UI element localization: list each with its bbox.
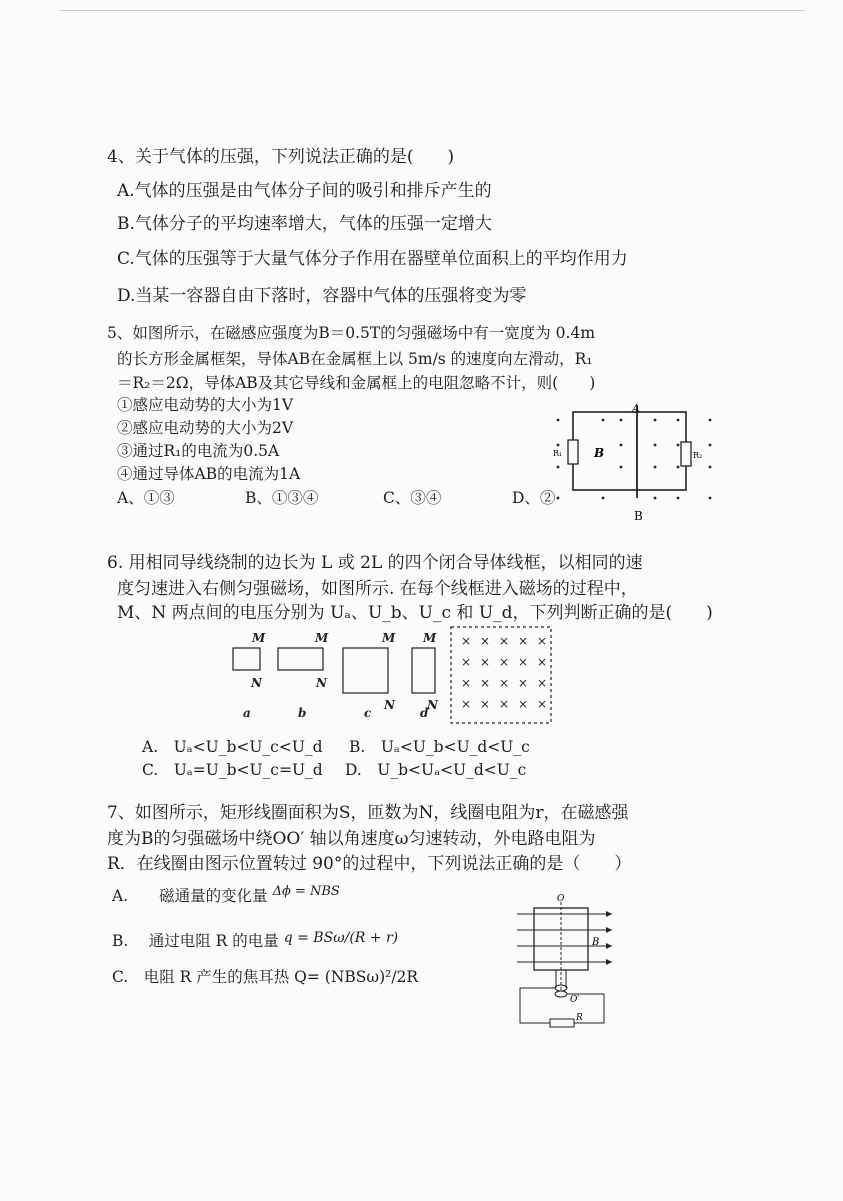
- question-5-choice-b: B、①③④: [245, 489, 319, 507]
- question-6-choice-a: A. Uₐ<U_b<U_c<U_d: [142, 738, 323, 756]
- question-7-coil-figure: [512, 892, 622, 1032]
- svg-text:×: ×: [517, 655, 529, 669]
- label-resistor-r: R: [576, 1013, 583, 1023]
- question-5-statement-2: ②感应电动势的大小为2V: [117, 419, 294, 437]
- svg-text:×: ×: [479, 676, 491, 690]
- question-7-option-c: C. 电阻 R 产生的焦耳热 Q= (NBSω)²/2R: [112, 968, 419, 986]
- question-6-frames-figure: [215, 625, 565, 725]
- svg-text:×: ×: [479, 697, 491, 711]
- question-6-choice-d: D. U_b<Uₐ<U_d<U_c: [345, 761, 527, 779]
- question-6-stem-line-3: M、N 两点间的电压分别为 Uₐ、U_b、U_c 和 U_d，下列判断正确的是( ): [117, 603, 713, 623]
- question-7-stem-line-3: R．在线圈由图示位置转过 90°的过程中，下列说法正确的是（ ）: [107, 854, 632, 874]
- question-4-stem: 4、关于气体的压强，下列说法正确的是( ): [107, 147, 455, 167]
- question-7-option-b-label: B. 通过电阻 R 的电量: [112, 932, 279, 950]
- question-5-stem-line-1: 5、如图所示，在磁感应强度为B＝0.5T的匀强磁场中有一宽度为 0.4m: [107, 324, 596, 342]
- svg-text:×: ×: [460, 676, 472, 690]
- question-4-option-b: B.气体分子的平均速率增大，气体的压强一定增大: [117, 214, 492, 234]
- svg-text:×: ×: [536, 634, 548, 648]
- question-5-statement-1: ①感应电动势的大小为1V: [117, 396, 294, 414]
- question-5-choice-d: D、②: [512, 489, 556, 507]
- question-5-statement-3: ③通过R₁的电流为0.5A: [117, 442, 280, 460]
- label-n-c: N: [384, 698, 395, 712]
- label-n-a: N: [251, 676, 262, 690]
- label-frame-a: a: [243, 706, 251, 720]
- svg-text:×: ×: [460, 634, 472, 648]
- svg-text:×: ×: [536, 697, 548, 711]
- svg-text:×: ×: [536, 676, 548, 690]
- label-field-b: B: [594, 446, 605, 460]
- page-edge-line: [60, 10, 805, 11]
- svg-text:×: ×: [517, 697, 529, 711]
- question-5-circuit-figure: [548, 402, 718, 524]
- label-m-c: M: [382, 631, 396, 645]
- question-7-stem-line-1: 7、如图所示，矩形线圈面积为S，匝数为N，线圈电阻为r，在磁感强: [107, 803, 629, 823]
- svg-text:×: ×: [498, 655, 510, 669]
- label-field-b: B: [592, 937, 600, 948]
- question-7-option-b-formula: q = BSω/(R + r): [283, 930, 399, 946]
- question-5-choice-a: A、①③: [117, 489, 175, 507]
- question-6-choice-b: B. Uₐ<U_b<U_d<U_c: [349, 738, 530, 756]
- question-7-option-a-formula: Δϕ = NBS: [272, 884, 340, 899]
- field-crosses: [461, 634, 547, 711]
- label-a: A: [632, 402, 640, 415]
- question-5-stem-line-2: 的长方形金属框架，导体AB在金属框上以 5m/s 的速度向左滑动，R₁: [117, 350, 593, 368]
- label-frame-c: c: [364, 706, 372, 720]
- question-7-option-b: [112, 930, 398, 953]
- question-5-stem-line-3: ＝R₂＝2Ω，导体AB及其它导线和金属框上的电阻忽略不计，则( ): [117, 374, 596, 392]
- question-5-choice-c: C、③④: [383, 489, 442, 507]
- label-o-bottom: O′: [570, 995, 580, 1005]
- label-r2: R₂: [693, 451, 703, 460]
- svg-text:×: ×: [479, 634, 491, 648]
- label-frame-b: b: [298, 706, 307, 720]
- label-n-b: N: [316, 676, 327, 690]
- svg-text:×: ×: [498, 697, 510, 711]
- question-7-option-a-label: A. 磁通量的变化量: [112, 887, 268, 905]
- label-m-a: M: [252, 631, 266, 645]
- question-6-stem-line-1: 6. 用相同导线绕制的边长为 L 或 2L 的四个闭合导体线框，以相同的速: [107, 553, 643, 573]
- label-b: B: [634, 509, 643, 523]
- svg-text:×: ×: [517, 676, 529, 690]
- svg-text:×: ×: [498, 634, 510, 648]
- label-o-top: O: [557, 894, 565, 904]
- svg-text:×: ×: [536, 655, 548, 669]
- svg-text:×: ×: [460, 655, 472, 669]
- question-7-option-a: [112, 885, 340, 909]
- question-4-option-a: A.气体的压强是由气体分子间的吸引和排斥产生的: [117, 181, 492, 201]
- svg-text:×: ×: [460, 697, 472, 711]
- question-6-choice-c: C. Uₐ=U_b<U_c=U_d: [142, 761, 323, 779]
- label-m-d: M: [423, 631, 437, 645]
- svg-text:×: ×: [479, 655, 491, 669]
- question-7-stem-line-2: 度为B的匀强磁场中绕OO′ 轴以角速度ω匀速转动，外电路电阻为: [107, 829, 596, 849]
- question-6-stem-line-2: 度匀速进入右侧匀强磁场，如图所示. 在每个线框进入磁场的过程中，: [117, 579, 638, 599]
- label-frame-d: d: [420, 706, 429, 720]
- svg-text:×: ×: [517, 634, 529, 648]
- question-4-option-c: C.气体的压强等于大量气体分子作用在器壁单位面积上的平均作用力: [117, 249, 628, 269]
- label-r1: R₁: [553, 449, 563, 458]
- label-m-b: M: [315, 631, 329, 645]
- svg-text:×: ×: [498, 676, 510, 690]
- question-4-option-d: D.当某一容器自由下落时，容器中气体的压强将变为零: [117, 286, 527, 306]
- question-5-statement-4: ④通过导体AB的电流为1A: [117, 465, 301, 483]
- label-n-d: N: [427, 698, 438, 712]
